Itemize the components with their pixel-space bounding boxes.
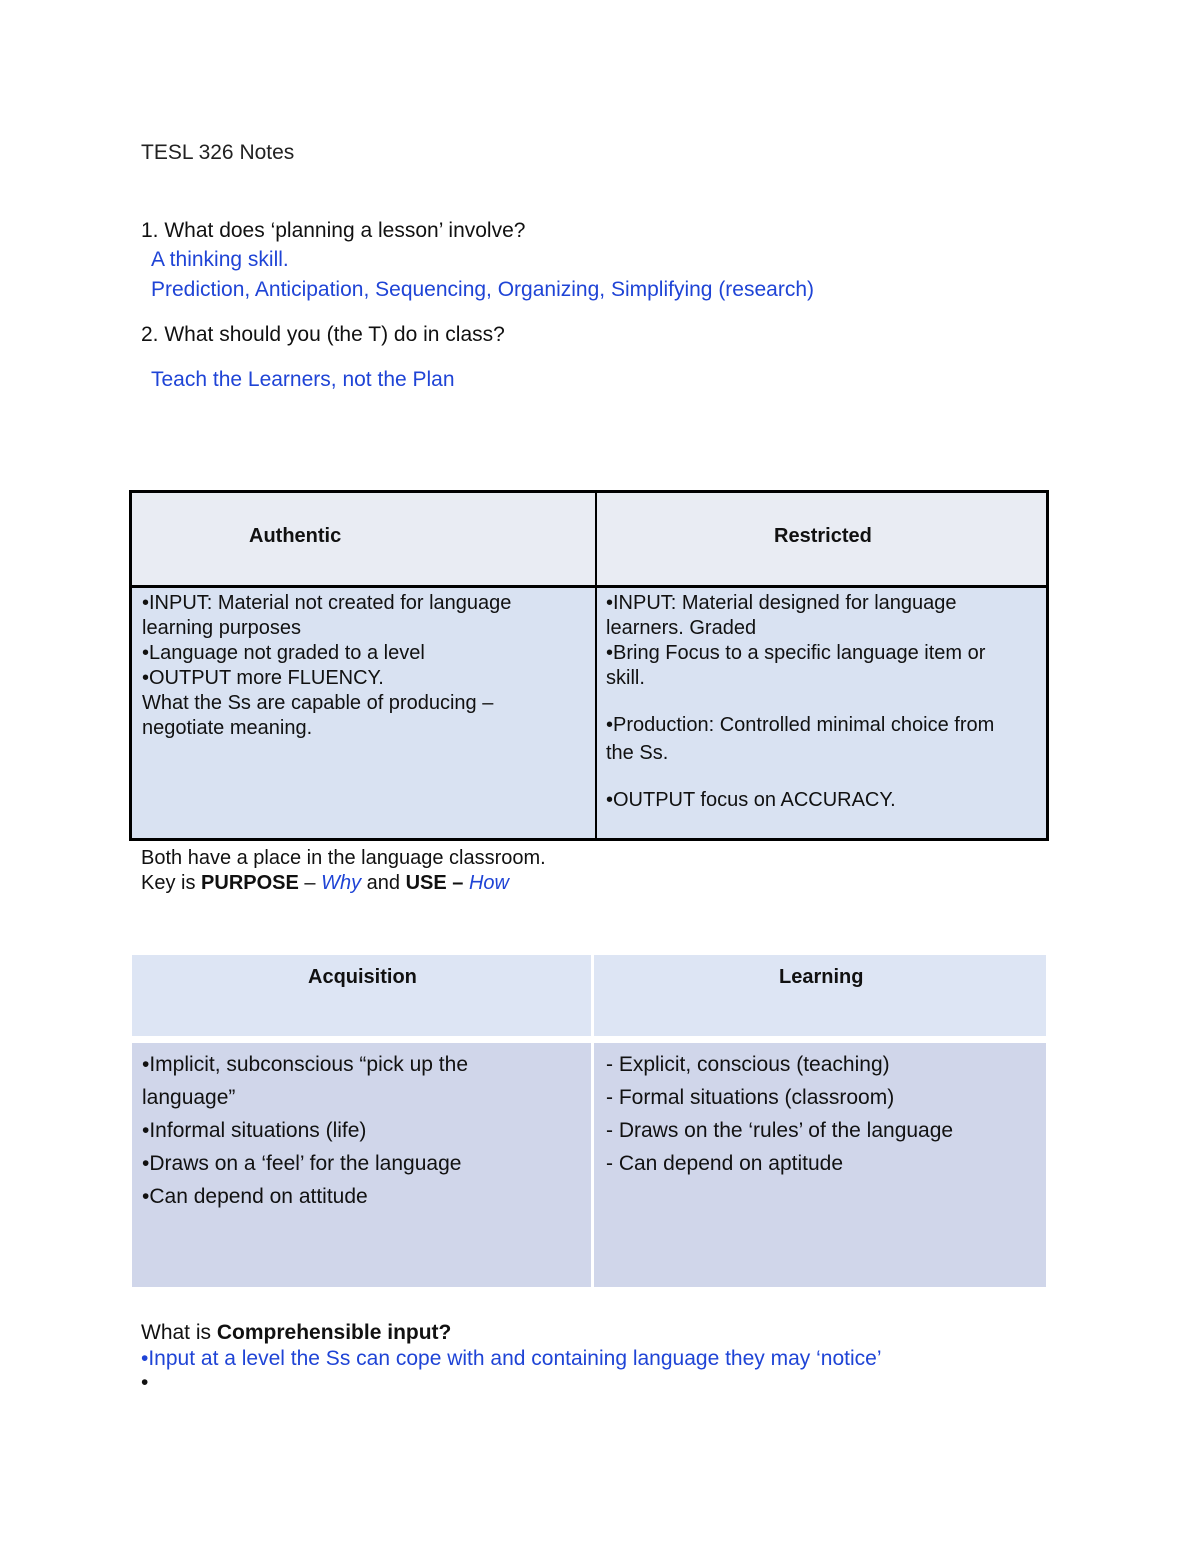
restricted-line: •Production: Controlled minimal choice from xyxy=(606,714,995,736)
header-restricted: Restricted xyxy=(774,525,872,547)
use-label: USE – xyxy=(405,872,464,894)
restricted-line: skill. xyxy=(606,667,645,689)
table2-cell-acquisition xyxy=(132,1043,591,1287)
table1-header-right xyxy=(597,493,1046,585)
authentic-line: •Language not graded to a level xyxy=(142,642,425,664)
learning-line: - Draws on the ‘rules’ of the language xyxy=(606,1119,954,1142)
acquisition-line: language” xyxy=(142,1086,236,1109)
acquisition-learning-table xyxy=(131,953,1047,1288)
table1-row-divider xyxy=(132,585,1046,588)
authentic-line: •INPUT: Material not created for language xyxy=(142,592,512,614)
answer-1-line-2: Prediction, Anticipation, Sequencing, Organizing, Simplifying (research) xyxy=(151,278,815,301)
how-label: How xyxy=(468,872,509,894)
and-text: and xyxy=(361,872,406,894)
authentic-line: learning purposes xyxy=(142,617,301,639)
learning-line: - Can depend on aptitude xyxy=(606,1152,844,1175)
answer-1-line-1: A thinking skill. xyxy=(151,248,289,271)
table2-header-right xyxy=(594,955,1046,1036)
comprehensible-input-label: Comprehensible input? xyxy=(216,1321,452,1344)
question-1: 1. What does ‘planning a lesson’ involve? xyxy=(141,219,526,242)
authentic-line: •OUTPUT more FLUENCY. xyxy=(142,667,384,689)
acquisition-line: •Informal situations (life) xyxy=(142,1119,367,1142)
acquisition-line: •Can depend on attitude xyxy=(142,1185,368,1208)
key-purpose-line xyxy=(141,870,509,896)
header-learning: Learning xyxy=(779,966,864,988)
restricted-line: •INPUT: Material designed for language xyxy=(606,592,957,614)
restricted-line: the Ss. xyxy=(606,742,669,764)
acquisition-line: •Draws on a ‘feel’ for the language xyxy=(142,1152,462,1175)
dash: – xyxy=(298,872,322,894)
restricted-cell-text xyxy=(606,591,994,813)
table2-cell-learning xyxy=(594,1043,1046,1287)
why-label: Why xyxy=(321,872,362,894)
key-prefix: Key is xyxy=(141,872,202,894)
comprehensible-input-bullet-2: • xyxy=(141,1371,149,1394)
both-have-place-text: Both have a place in the language classroom. xyxy=(141,847,546,869)
header-authentic: Authentic xyxy=(249,525,342,547)
authentic-line: What the Ss are capable of producing – xyxy=(142,692,494,714)
authentic-line: negotiate meaning. xyxy=(142,717,313,739)
authentic-cell-text xyxy=(142,591,511,741)
learning-line: - Explicit, conscious (teaching) xyxy=(606,1053,890,1076)
authentic-restricted-table xyxy=(129,490,1049,841)
document-title: TESL 326 Notes xyxy=(141,141,295,164)
table1-cell-restricted xyxy=(597,588,1046,838)
question-2: 2. What should you (the T) do in class? xyxy=(141,323,505,346)
purpose-label: PURPOSE xyxy=(201,872,299,894)
restricted-line: •Bring Focus to a specific language item or xyxy=(606,642,986,664)
restricted-line: •OUTPUT focus on ACCURACY. xyxy=(606,789,896,811)
table1-column-divider xyxy=(595,493,597,838)
comprehensible-input-bullet-1: •Input at a level the Ss can cope with and containing language they may ‘notice’ xyxy=(141,1347,882,1370)
header-acquisition: Acquisition xyxy=(308,966,417,988)
acquisition-cell-text xyxy=(142,1048,468,1213)
question-prefix: What is xyxy=(141,1321,217,1344)
restricted-line: learners. Graded xyxy=(606,617,757,639)
table2-header-left xyxy=(132,955,591,1036)
table1-header-left xyxy=(132,493,595,585)
answer-2: Teach the Learners, not the Plan xyxy=(151,368,455,391)
learning-cell-text xyxy=(606,1048,953,1180)
table1-cell-authentic xyxy=(132,588,595,838)
comprehensible-input-question xyxy=(141,1320,451,1346)
acquisition-line: •Implicit, subconscious “pick up the xyxy=(142,1053,468,1076)
learning-line: - Formal situations (classroom) xyxy=(606,1086,895,1109)
